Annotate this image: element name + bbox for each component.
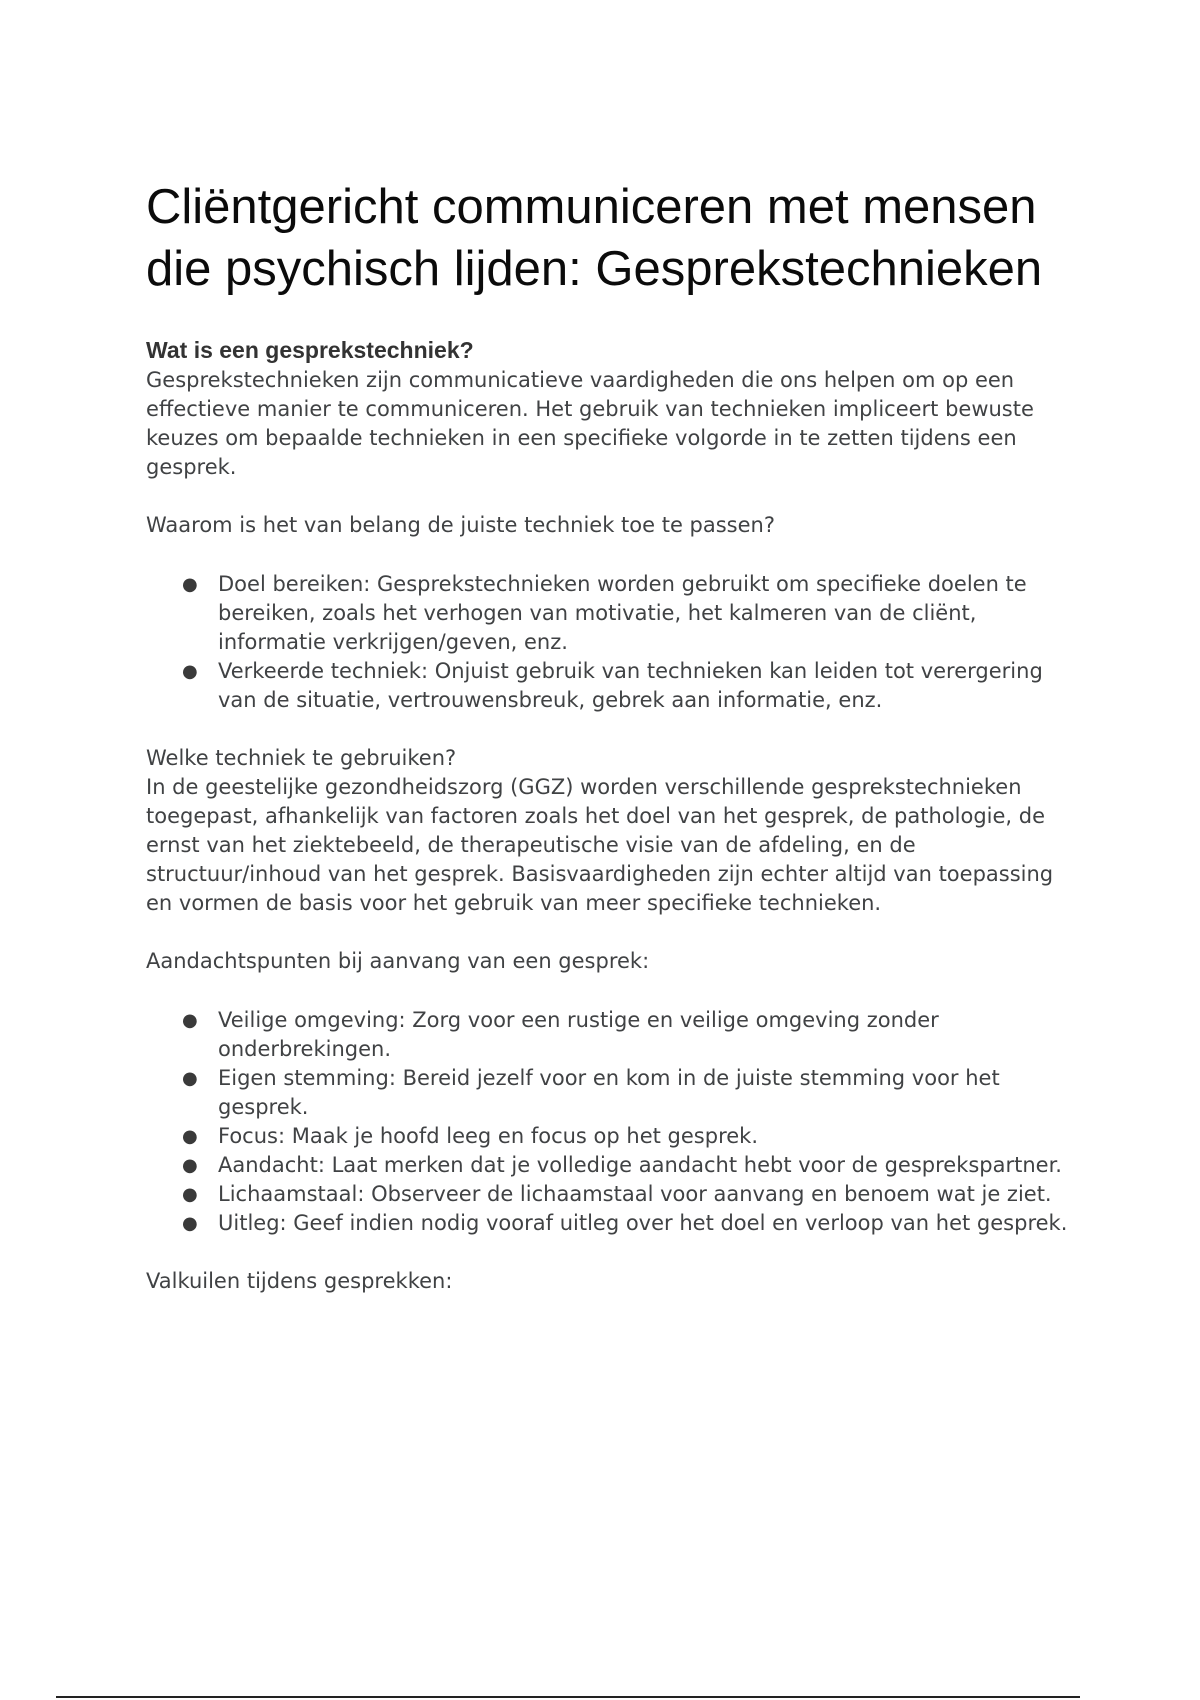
bullet-icon: ● [182, 1184, 198, 1205]
list-item [182, 1064, 1076, 1122]
bullet-icon: ● [182, 574, 198, 595]
intro-paragraph: Gesprekstechnieken zijn communicatieve vaardigheden die ons helpen om op een effectieve manier te communiceren. Het gebruik van technieken impliceert bewuste keuzes om bepaalde technieken in een specifieke volgorde in te zetten tijdens een gesprek. [146, 368, 1034, 479]
bullet-icon: ● [182, 1068, 198, 1089]
bullet-icon: ● [182, 1155, 198, 1176]
pitfalls-lead: Valkuilen tijdens gesprekken: [146, 1269, 453, 1293]
page-title: Cliëntgericht communiceren met mensen die psychisch lijden: Gesprekstechnieken [146, 180, 1043, 296]
list-item [182, 1180, 1076, 1209]
list-item [182, 570, 1076, 657]
list-item-text: Verkeerde techniek: Onjuist gebruik van technieken kan leiden tot verergering van de situatie, vertrouwensbreuk, gebrek aan informatie, enz. [218, 659, 1043, 712]
document-page [146, 176, 1076, 1296]
list-item-text: Focus: Maak je hoofd leeg en focus op het gesprek. [218, 1124, 758, 1148]
bullet-icon: ● [182, 1126, 198, 1147]
list-item-text: Aandacht: Laat merken dat je volledige aandacht hebt voor de gesprekspartner. [218, 1153, 1062, 1177]
why-lead: Waarom is het van belang de juiste techniek toe te passen? [146, 513, 775, 537]
list-item-text: Lichaamstaal: Observeer de lichaamstaal voor aanvang en benoem wat je ziet. [218, 1182, 1052, 1206]
list-item [182, 1151, 1076, 1180]
bullet-icon: ● [182, 1213, 198, 1234]
attention-lead: Aandachtspunten bij aanvang van een gesprek: [146, 949, 650, 973]
bullet-icon: ● [182, 1010, 198, 1031]
why-list [146, 570, 1076, 715]
list-item-text: Uitleg: Geef indien nodig vooraf uitleg over het doel en verloop van het gesprek. [218, 1211, 1068, 1235]
list-item-text: Veilige omgeving: Zorg voor een rustige en veilige omgeving zonder onderbrekingen. [218, 1008, 939, 1061]
list-item [182, 657, 1076, 715]
attention-list [146, 1006, 1076, 1238]
bullet-icon: ● [182, 661, 198, 682]
section-heading: Wat is een gesprekstechniek? [146, 337, 474, 363]
which-lead: Welke techniek te gebruiken? [146, 746, 457, 770]
list-item-text: Eigen stemming: Bereid jezelf voor en kom in de juiste stemming voor het gesprek. [218, 1066, 1000, 1119]
list-item [182, 1209, 1076, 1238]
which-paragraph: In de geestelijke gezondheidszorg (GGZ) worden verschillende gesprekstechnieken toegepast, afhankelijk van factoren zoals het doel van het gesprek, de pathologie, de ernst van het ziektebeeld, de therapeutische visie van de afdeling, en de structuur/inhoud van het gesprek. Basisvaardigheden zijn echter altijd van toepassing en vormen de basis voor het gebruik van meer specifieke technieken. [146, 775, 1054, 915]
list-item [182, 1122, 1076, 1151]
list-item-text: Doel bereiken: Gesprekstechnieken worden gebruikt om specifieke doelen te bereiken, zoals het verhogen van motivatie, het kalmeren van de cliënt, informatie verkrijgen/geven, enz. [218, 572, 1027, 654]
page-bottom-rule [56, 1696, 1080, 1698]
list-item [182, 1006, 1076, 1064]
